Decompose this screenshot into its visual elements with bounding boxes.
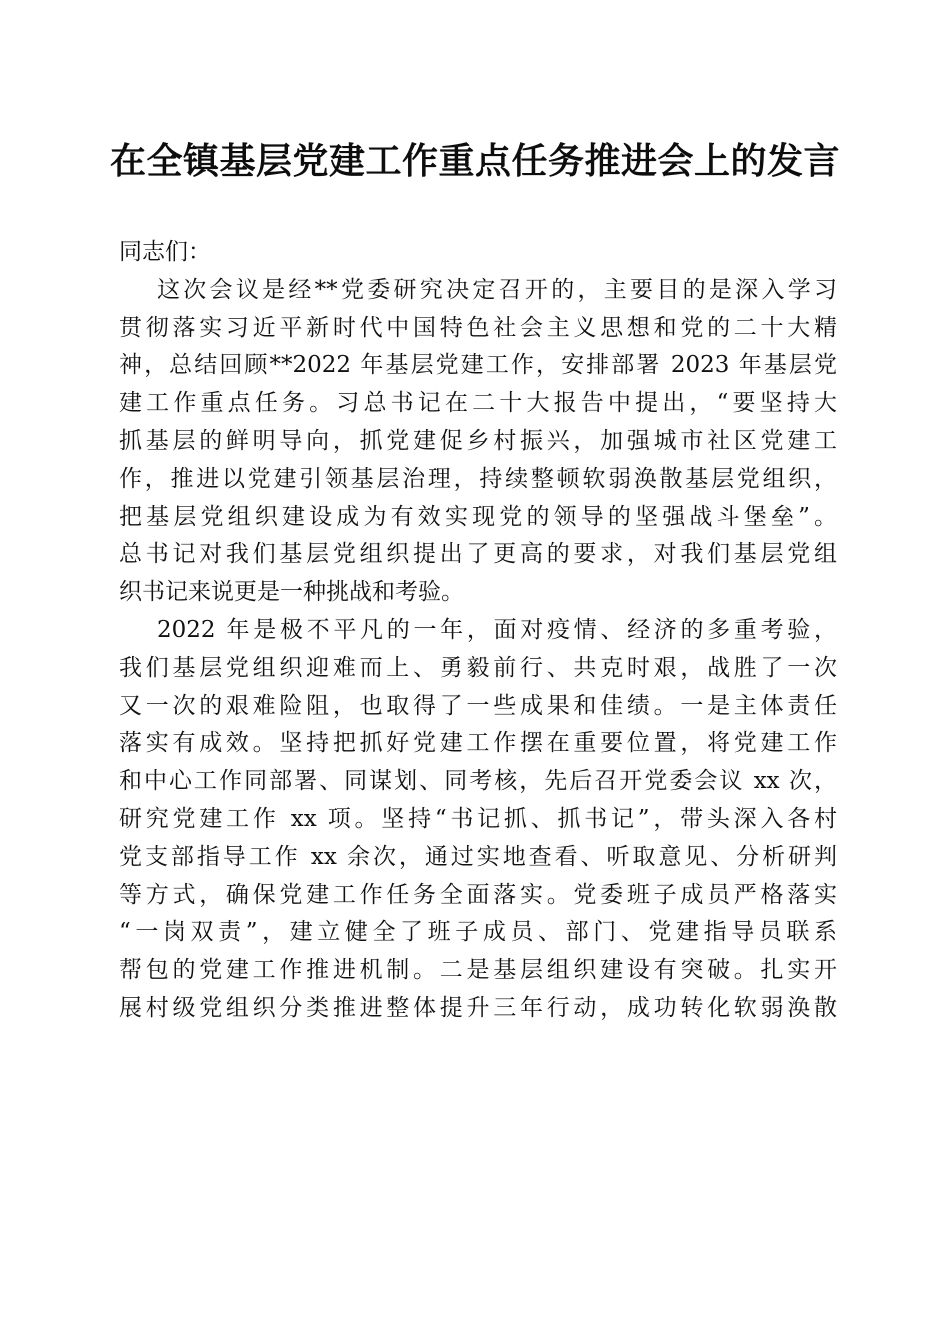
paragraph-2 — [119, 612, 837, 1028]
paragraph-line: 这次会议是经**党委研究决定召开的，主要目的是深入学习 — [157, 276, 837, 303]
paragraph-line: 落实有成效。坚持把抓好党建工作摆在重要位置，将党建工作 — [119, 730, 837, 757]
paragraph-line: 又一次的艰难险阻，也取得了一些成果和佳绩。一是主体责任 — [119, 692, 837, 719]
paragraph-line: 抓基层的鲜明导向，抓党建促乡村振兴，加强城市社区党建工 — [119, 427, 837, 454]
paragraph-line: 作，推进以党建引领基层治理，持续整顿软弱涣散基层党组织， — [119, 465, 837, 492]
paragraph-line: 2022 年是极不平凡的一年，面对疫情、经济的多重考验， — [157, 616, 837, 643]
paragraph-line: 建工作重点任务。习总书记在二十大报告中提出，“要坚持大 — [119, 390, 837, 417]
paragraph-line: 展村级党组织分类推进整体提升三年行动，成功转化软弱涣散 — [119, 994, 837, 1021]
paragraph-line: 神，总结回顾**2022 年基层党建工作，安排部署 2023 年基层党 — [119, 352, 837, 379]
paragraph-line: 把基层党组织建设成为有效实现党的领导的坚强战斗堡垒”。 — [119, 503, 837, 530]
document-body — [119, 234, 837, 1028]
salutation: 同志们： — [119, 239, 211, 265]
document-title: 在全镇基层党建工作重点任务推进会上的发言 — [109, 140, 840, 182]
paragraph-line: 党支部指导工作 xx 余次，通过实地查看、听取意见、分析研判 — [119, 843, 837, 870]
paragraph-line: 和中心工作同部署、同谋划、同考核，先后召开党委会议 xx 次， — [119, 768, 837, 795]
paragraph-1 — [119, 272, 837, 612]
paragraph-line: 贯彻落实习近平新时代中国特色社会主义思想和党的二十大精 — [119, 314, 837, 341]
paragraph-line: 等方式，确保党建工作任务全面落实。党委班子成员严格落实 — [119, 881, 837, 908]
paragraph-line: 我们基层党组织迎难而上、勇毅前行、共克时艰，战胜了一次 — [119, 654, 837, 681]
paragraph-line: 织书记来说更是一种挑战和考验。 — [119, 579, 464, 606]
paragraph-line: 总书记对我们基层党组织提出了更高的要求，对我们基层党组 — [119, 541, 837, 568]
paragraph-line: 帮包的党建工作推进机制。二是基层组织建设有突破。扎实开 — [119, 957, 837, 984]
paragraph-line: 研究党建工作 xx 项。坚持“书记抓、抓书记”，带头深入各村 — [119, 805, 837, 832]
paragraph-line: “一岗双责”，建立健全了班子成员、部门、党建指导员联系 — [119, 919, 837, 946]
